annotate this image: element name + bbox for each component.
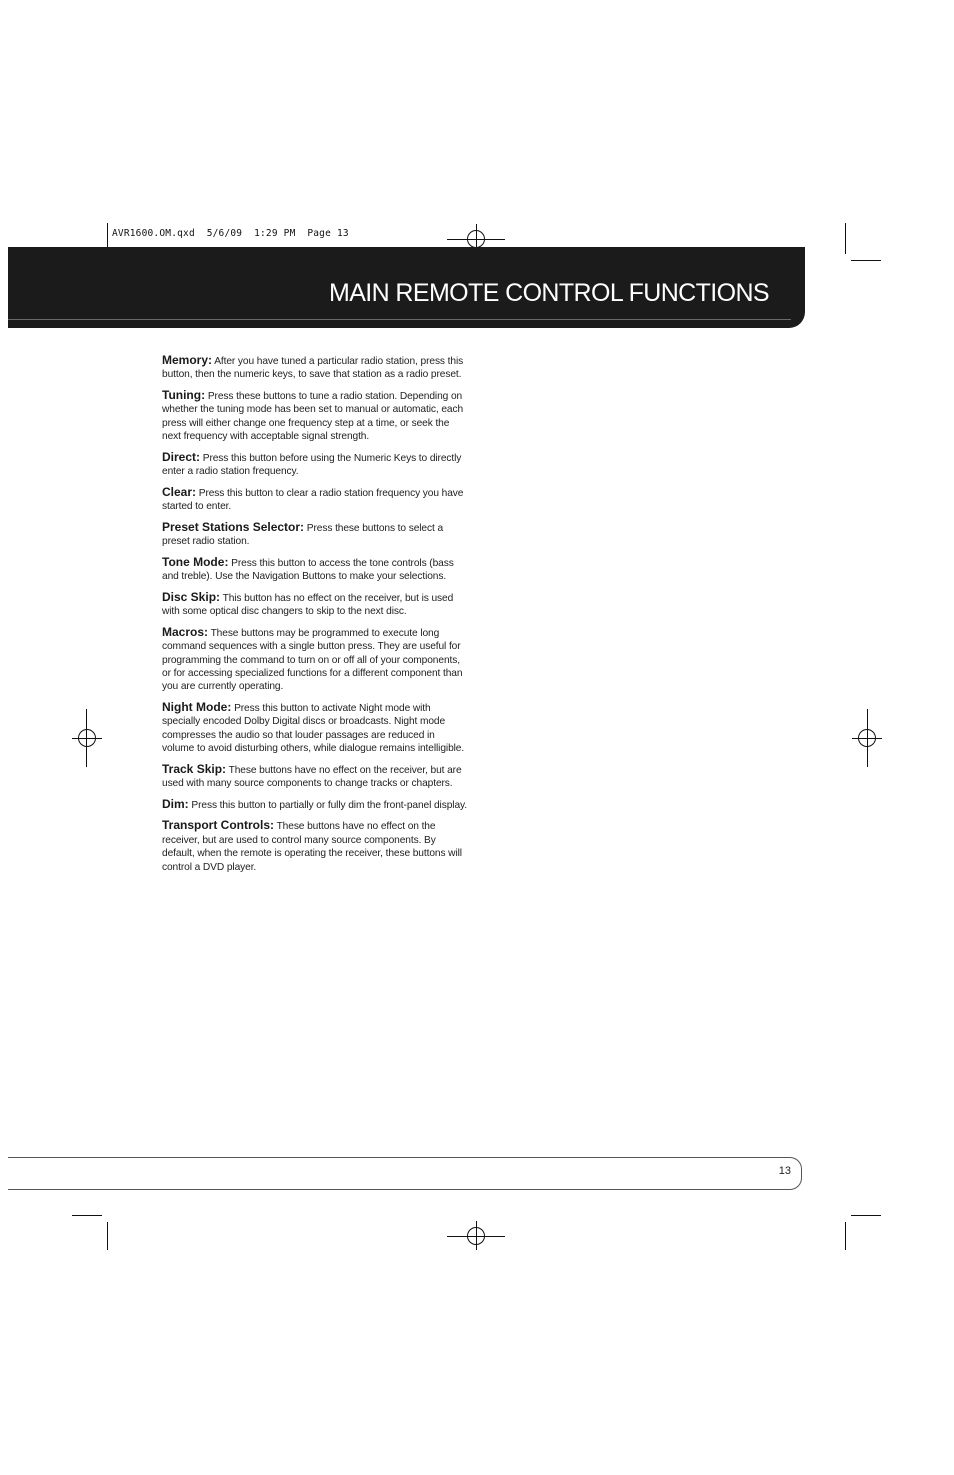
- function-list: [162, 354, 468, 881]
- entry-memory: [162, 354, 468, 382]
- entry-disc-skip: [162, 591, 468, 619]
- crop-mark-bottom-left-vertical: [107, 1222, 108, 1250]
- registration-right-circle: [858, 729, 876, 747]
- entry-text: Press this button before using the Numeric Keys to directly enter a radio station frequency.: [162, 452, 462, 478]
- entry-text: Press this button to access the tone controls (bass and treble). Use the Navigation Buttons to make your selections.: [162, 557, 454, 583]
- entry-track-skip: [162, 763, 468, 791]
- page-number: 13: [778, 1165, 791, 1177]
- registration-left-circle: [78, 729, 96, 747]
- entry-text: Press these buttons to tune a radio station. Depending on whether the tuning mode has been set to manual or automatic, each press will either change one frequency step at a time, or seek the next frequency with acceptable signal strength.: [162, 391, 464, 443]
- entry-text: After you have tuned a particular radio station, press this button, then the numeric keys, to save that station as a radio preset.: [162, 356, 464, 381]
- entry-transport-controls: [162, 819, 468, 874]
- crop-mark-top-right-horizontal: [851, 260, 881, 261]
- footer-band: [8, 1157, 802, 1190]
- entry-term: Tuning:: [162, 388, 206, 402]
- entry-term: Night Mode:: [162, 700, 232, 715]
- crop-mark-bottom-right-vertical: [845, 1222, 846, 1250]
- entry-term: Transport Controls:: [162, 818, 275, 833]
- entry-text: This button has no effect on the receiver, but is used with some optical disc changers to skip to the next disc.: [162, 592, 454, 618]
- crop-mark-bottom-right-horizontal: [851, 1215, 881, 1216]
- entry-text: These buttons have no effect on the receiver, but are used to control many source components. By default, when the remote is operating the receiver, these buttons will control a DVD player.: [162, 821, 462, 873]
- entry-clear: [162, 486, 468, 514]
- entry-dim: [162, 798, 468, 812]
- entry-preset-stations-selector: [162, 521, 468, 549]
- entry-term: Direct:: [162, 449, 201, 464]
- registration-top-circle: [467, 230, 485, 248]
- entry-term: Disc Skip:: [162, 589, 221, 604]
- entry-term: Macros:: [162, 624, 209, 639]
- entry-text: These buttons have no effect on the receiver, but are used with many source components to change tracks or chapters.: [162, 764, 462, 790]
- entry-term: Memory:: [162, 353, 213, 367]
- entry-term: Preset Stations Selector:: [162, 519, 305, 534]
- print-slug: AVR1600.OM.qxd 5/6/09 1:29 PM Page 13: [112, 228, 349, 239]
- entry-tone-mode: [162, 556, 468, 584]
- entry-direct: [162, 451, 468, 479]
- page-title: MAIN REMOTE CONTROL FUNCTIONS: [328, 279, 769, 307]
- entry-text: Press this button to clear a radio station frequency you have started to enter.: [162, 487, 464, 513]
- entry-macros: [162, 626, 468, 694]
- crop-mark-top-left-vertical: [107, 223, 108, 247]
- entry-night-mode: [162, 701, 468, 756]
- crop-mark-bottom-left-horizontal: [72, 1215, 102, 1216]
- entry-term: Track Skip:: [162, 761, 227, 776]
- entry-term: Tone Mode:: [162, 554, 229, 569]
- header-band: [8, 247, 805, 328]
- entry-text: Press these buttons to select a preset radio station.: [162, 522, 444, 548]
- entry-text: Press this button to partially or fully dim the front-panel display.: [191, 799, 467, 811]
- registration-bottom-circle: [467, 1227, 485, 1245]
- entry-text: These buttons may be programmed to execute long command sequences with a single button press. They are useful for programming the command to turn on or off all of your components, or for accessing specialized functions for a different component than you are currently operating.: [162, 627, 463, 693]
- entry-text: Press this button to activate Night mode with specially encoded Dolby Digital discs or broadcasts. Night mode compresses the audio so that louder passages are reduced in volume to avoid disturbing others, while dialogue remains intelligible.: [162, 703, 465, 755]
- crop-mark-top-right-vertical: [845, 223, 846, 254]
- entry-term: Clear:: [162, 484, 197, 499]
- entry-tuning: [162, 389, 468, 444]
- entry-term: Dim:: [162, 796, 189, 811]
